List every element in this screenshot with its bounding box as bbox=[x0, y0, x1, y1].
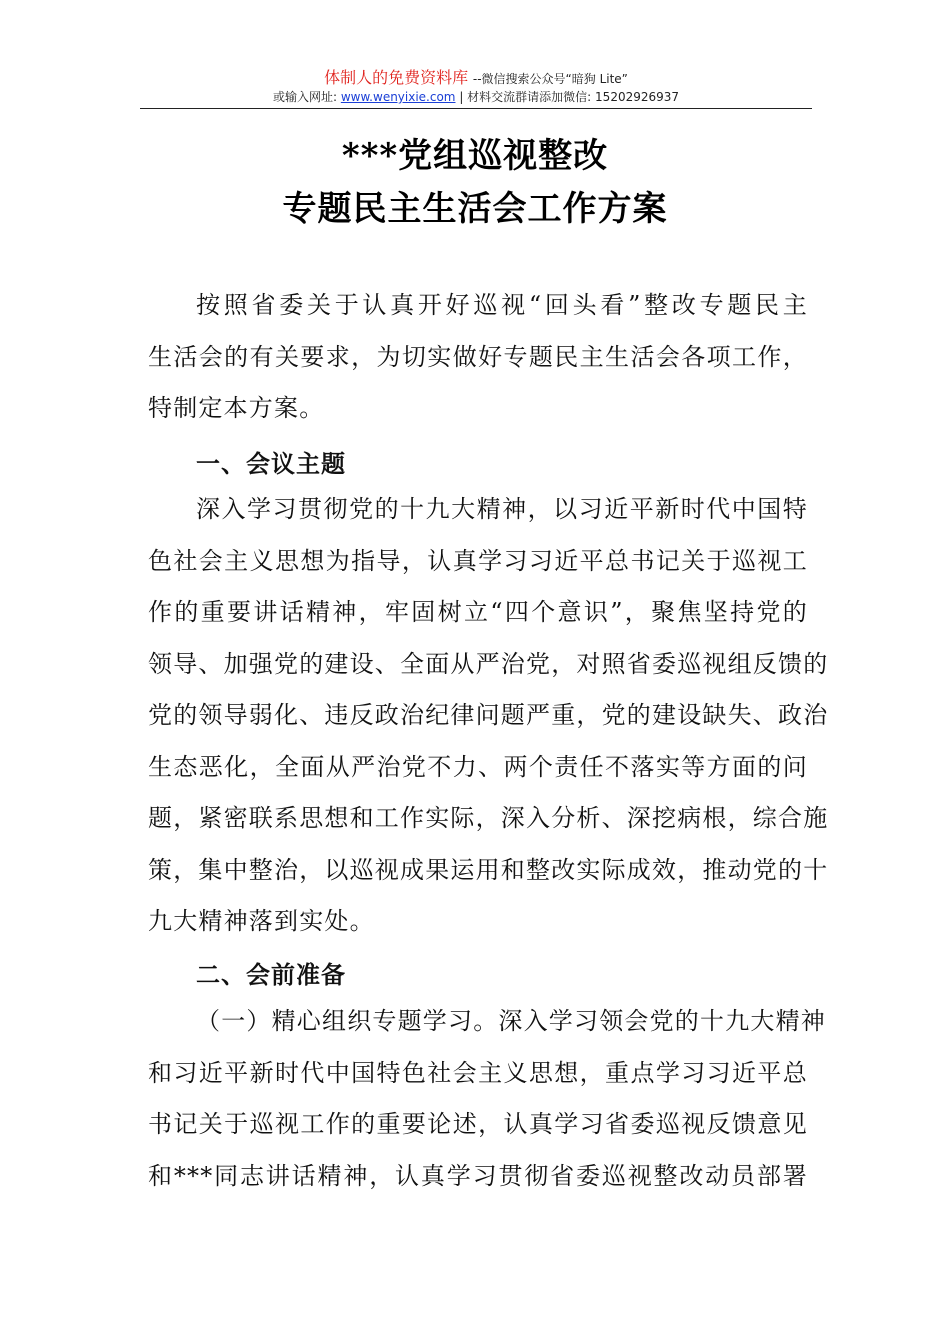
paragraph-line: 和***同志讲话精神，认真学习贯彻省委巡视整改动员部署 bbox=[148, 1161, 808, 1190]
paragraph-line: 书记关于巡视工作的重要论述，认真学习省委巡视反馈意见 bbox=[148, 1110, 808, 1138]
website-link[interactable]: www.wenyixie.com bbox=[340, 90, 456, 104]
paragraph-line: 生态恶化，全面从严治党不力、两个责任不落实等方面的问 bbox=[148, 752, 808, 781]
paragraph-line: 按照省委关于认真开好巡视“回头看”整改专题民主 bbox=[196, 291, 808, 319]
paragraph-line: 题，紧密联系思想和工作实际，深入分析、深挖病根，综合施 bbox=[148, 804, 829, 832]
brand-tagline: --微信搜索公众号“暗狗 Lite” bbox=[472, 72, 628, 86]
document-title-line2: 专题民主生活会工作方案 bbox=[282, 189, 668, 229]
document-title-line1: ***党组巡视整改 bbox=[341, 136, 609, 176]
section2-paragraph bbox=[148, 996, 826, 1202]
contact-text: | 材料交流群请添加微信: 15202926937 bbox=[459, 90, 680, 104]
url-prefix: 或输入网址: bbox=[272, 90, 338, 104]
paragraph-line: 和习近平新时代中国特色社会主义思想，重点学习习近平总 bbox=[148, 1058, 808, 1087]
paragraph-line: 深入学习贯彻党的十九大精神，以习近平新时代中国特 bbox=[196, 495, 808, 523]
header-divider bbox=[140, 108, 812, 109]
page-header bbox=[140, 68, 812, 105]
paragraph-line: 领导、加强党的建设、全面从严治党，对照省委巡视组反馈的 bbox=[148, 649, 829, 678]
paragraph-line: 色社会主义思想为指导，认真学习习近平总书记关于巡视工 bbox=[148, 546, 808, 575]
section1-paragraph bbox=[148, 484, 829, 948]
paragraph-line: 特制定本方案。 bbox=[148, 394, 325, 422]
section-heading-2: 二、会前准备 bbox=[196, 961, 346, 989]
paragraph-line: 九大精神落到实处。 bbox=[148, 907, 375, 935]
intro-paragraph bbox=[148, 280, 808, 435]
paragraph-line: 党的领导弱化、违反政治纪律问题严重，党的建设缺失、政治 bbox=[148, 701, 829, 729]
header-brand-line bbox=[140, 68, 812, 89]
paragraph-line: 作的重要讲话精神，牢固树立“四个意识”，聚焦坚持党的 bbox=[148, 598, 808, 626]
paragraph-line: 生活会的有关要求，为切实做好专题民主生活会各项工作， bbox=[148, 342, 808, 371]
section-heading-1: 一、会议主题 bbox=[196, 450, 346, 478]
paragraph-line: 策，集中整治，以巡视成果运用和整改实际成效，推动党的十 bbox=[148, 855, 829, 884]
header-contact-line bbox=[140, 89, 812, 105]
paragraph-line: （一）精心组织专题学习。深入学习领会党的十九大精神 bbox=[196, 1007, 826, 1035]
brand-name: 体制人的免费资料库 bbox=[324, 68, 469, 87]
